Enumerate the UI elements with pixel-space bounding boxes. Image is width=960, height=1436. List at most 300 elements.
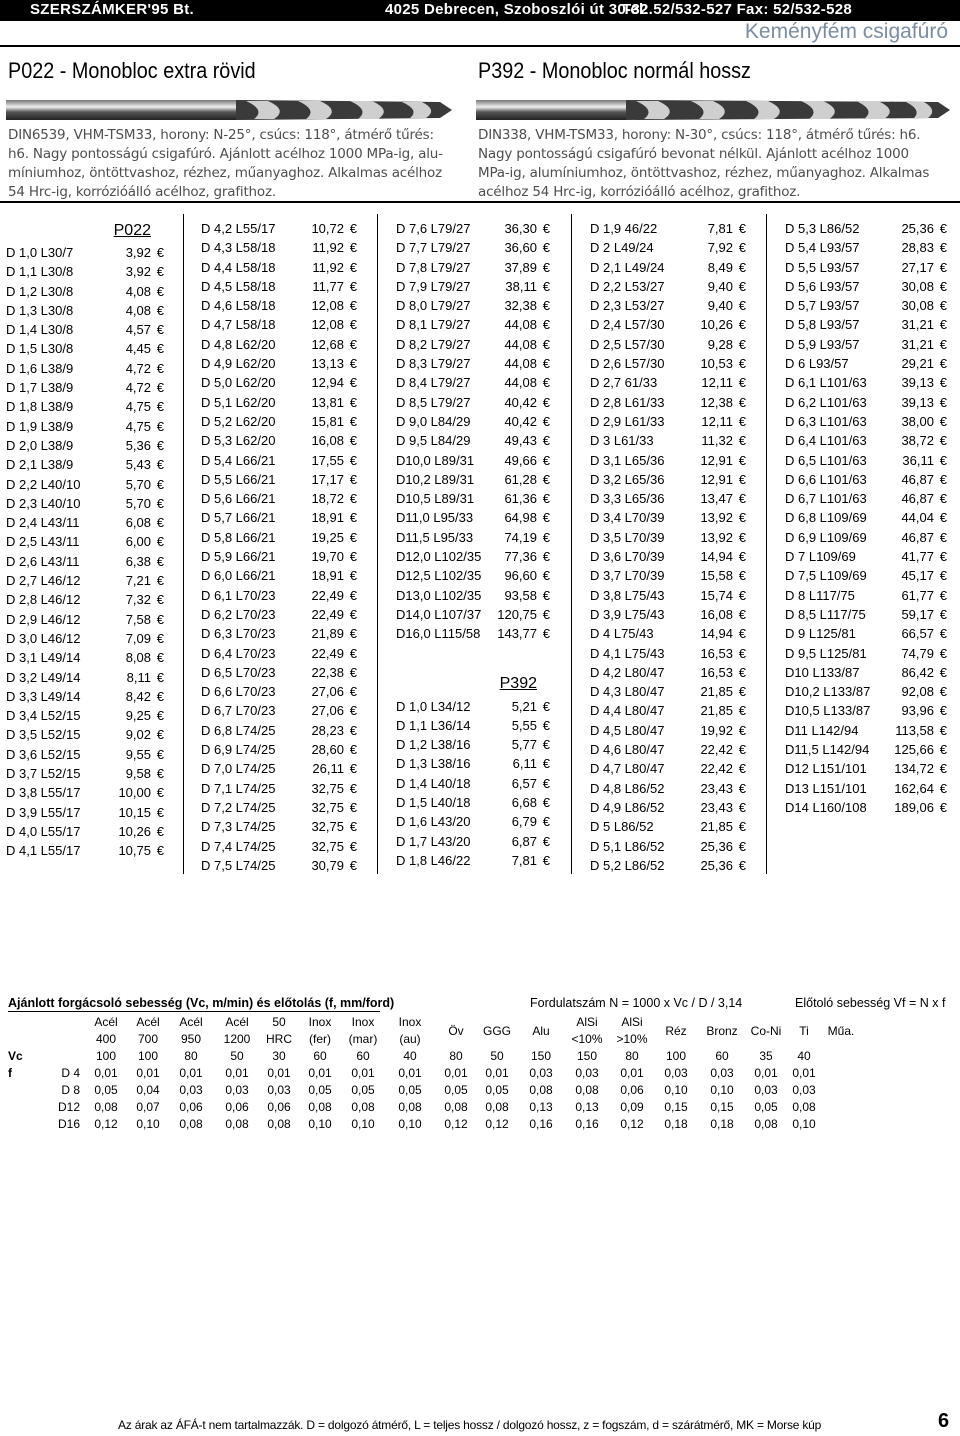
feed-value: 0,15 xyxy=(664,1100,688,1114)
price-value: 12,08 xyxy=(311,298,344,314)
vc-value: 40 xyxy=(403,1049,417,1063)
euro-symbol: € xyxy=(156,630,164,646)
drill-size: D 7 L109/69 xyxy=(785,549,856,565)
feed-label: f xyxy=(8,1066,12,1080)
price-row xyxy=(396,470,550,489)
price-value: 36,11 xyxy=(902,452,934,468)
price-row xyxy=(785,354,947,373)
price-value: 25,36 xyxy=(700,857,733,873)
euro-symbol: € xyxy=(542,587,550,603)
drill-size: D 4,4 L58/18 xyxy=(201,259,276,275)
price-row xyxy=(396,735,550,754)
desc-line: h6. Nagy pontosságú csigafúró. Ajánlott acélhoz 1000 MPa-ig, alu- xyxy=(8,146,443,162)
feed-value: 0,10 xyxy=(351,1117,375,1131)
price-row xyxy=(396,335,550,354)
euro-symbol: € xyxy=(738,317,746,333)
drill-size: D 1,3 L38/16 xyxy=(396,756,471,772)
euro-symbol: € xyxy=(349,336,357,352)
price-row xyxy=(201,740,357,759)
drill-size: D 2,4 L43/11 xyxy=(6,515,80,531)
price-value: 66,57 xyxy=(901,626,934,642)
euro-symbol: € xyxy=(156,688,164,704)
drill-size: D 5,8 L93/57 xyxy=(785,317,860,333)
price-value: 23,43 xyxy=(700,799,733,815)
price-value: 120,75 xyxy=(497,606,537,622)
feed-value: 0,10 xyxy=(136,1117,160,1131)
euro-symbol: € xyxy=(542,356,550,372)
price-value: 13,92 xyxy=(700,510,733,526)
euro-symbol: € xyxy=(156,785,164,801)
feed-value: 0,01 xyxy=(351,1066,375,1080)
euro-symbol: € xyxy=(156,322,164,338)
price-row xyxy=(785,566,947,585)
euro-symbol: € xyxy=(738,684,746,700)
feed-value: 0,05 xyxy=(485,1083,509,1097)
price-value: 15,81 xyxy=(311,413,344,429)
drill-size: D 1,7 L43/20 xyxy=(396,833,471,849)
price-value: 31,21 xyxy=(901,317,934,333)
price-row xyxy=(201,335,357,354)
euro-symbol: € xyxy=(156,823,164,839)
material-grade: (mar) xyxy=(348,1032,378,1046)
price-row xyxy=(785,335,947,354)
price-value: 32,75 xyxy=(311,780,344,796)
price-row xyxy=(396,219,550,238)
euro-symbol: € xyxy=(156,341,164,357)
price-value: 12,38 xyxy=(700,394,733,410)
feed-value: 0,08 xyxy=(444,1100,468,1114)
price-row xyxy=(590,219,746,238)
price-value: 96,60 xyxy=(504,568,537,584)
vc-value: 50 xyxy=(490,1049,504,1063)
feed-value: 0,03 xyxy=(710,1066,734,1080)
price-value: 28,23 xyxy=(311,722,344,738)
drill-size: D 2,8 L46/12 xyxy=(6,592,81,608)
euro-symbol: € xyxy=(939,510,947,526)
price-row xyxy=(396,296,550,315)
price-row xyxy=(396,508,550,527)
euro-symbol: € xyxy=(939,761,947,777)
euro-symbol: € xyxy=(349,568,357,584)
price-row xyxy=(6,629,164,648)
price-value: 21,85 xyxy=(700,703,733,719)
drill-size: D 3,3 L65/36 xyxy=(590,491,665,507)
price-row xyxy=(201,721,357,740)
price-value: 46,87 xyxy=(901,491,934,507)
price-row xyxy=(201,296,357,315)
euro-symbol: € xyxy=(542,510,550,526)
euro-symbol: € xyxy=(939,452,947,468)
price-row xyxy=(201,837,357,856)
euro-symbol: € xyxy=(738,819,746,835)
drill-size: D 5,2 L62/20 xyxy=(201,413,276,429)
feed-formula: Előtoló sebesség Vf = N x f xyxy=(795,996,946,1010)
price-row xyxy=(6,339,164,358)
euro-symbol: € xyxy=(156,495,164,511)
euro-symbol: € xyxy=(542,491,550,507)
price-value: 30,79 xyxy=(311,857,344,873)
drill-size: D 3,2 L49/14 xyxy=(6,669,81,685)
vc-value: 150 xyxy=(576,1049,598,1063)
price-value: 5,70 xyxy=(125,476,151,492)
price-row xyxy=(201,354,357,373)
price-value: 21,85 xyxy=(700,684,733,700)
drill-size: D 2,7 61/33 xyxy=(590,375,658,391)
price-value: 4,72 xyxy=(125,360,151,376)
euro-symbol: € xyxy=(542,568,550,584)
price-value: 92,08 xyxy=(901,684,934,700)
euro-symbol: € xyxy=(542,756,550,772)
price-value: 44,08 xyxy=(504,317,537,333)
price-value: 32,75 xyxy=(311,819,344,835)
price-value: 4,08 xyxy=(125,283,151,299)
price-value: 7,09 xyxy=(125,630,151,646)
price-row xyxy=(785,721,947,740)
price-value: 6,68 xyxy=(511,795,537,811)
euro-symbol: € xyxy=(738,375,746,391)
drill-size: D 6,0 L66/21 xyxy=(201,568,276,584)
price-value: 6,57 xyxy=(511,775,537,791)
drill-size: D 3,8 L55/17 xyxy=(6,785,81,801)
price-row xyxy=(785,701,947,720)
material-name: GGG xyxy=(482,1023,511,1038)
euro-symbol: € xyxy=(939,375,947,391)
price-value: 44,08 xyxy=(504,375,537,391)
price-row xyxy=(590,315,746,334)
price-row xyxy=(785,451,947,470)
price-value: 5,55 xyxy=(511,717,537,733)
euro-symbol: € xyxy=(738,221,746,236)
euro-symbol: € xyxy=(349,375,357,391)
price-row xyxy=(396,812,550,831)
vc-value: 40 xyxy=(797,1049,811,1063)
price-value: 77,36 xyxy=(504,549,537,565)
drill-size: D 4,3 L80/47 xyxy=(590,684,665,700)
price-value: 5,70 xyxy=(125,495,151,511)
drill-size: D 6,5 L101/63 xyxy=(785,452,867,468)
euro-symbol: € xyxy=(156,611,164,627)
price-value: 113,58 xyxy=(895,722,934,738)
euro-symbol: € xyxy=(738,857,746,873)
drill-size: D12 L151/101 xyxy=(785,761,867,777)
euro-symbol: € xyxy=(542,452,550,468)
euro-symbol: € xyxy=(939,413,947,429)
price-row xyxy=(201,489,357,508)
euro-symbol: € xyxy=(542,433,550,449)
feed-label xyxy=(6,1082,44,1099)
euro-symbol: € xyxy=(349,549,357,565)
price-row xyxy=(6,320,164,339)
drill-size: D 6,4 L101/63 xyxy=(785,433,867,449)
drill-size: D 2,1 L49/24 xyxy=(590,259,665,275)
drill-size: D 1,3 L30/8 xyxy=(6,302,74,318)
column-divider xyxy=(571,214,572,874)
price-row xyxy=(590,470,746,489)
price-row xyxy=(590,856,746,875)
drill-size: D 9,0 L84/29 xyxy=(396,413,471,429)
price-row xyxy=(201,373,357,392)
feed-value: 0,08 xyxy=(754,1117,778,1131)
drill-size: D 5,6 L66/21 xyxy=(201,491,276,507)
drill-size: D 4,9 L62/20 xyxy=(201,356,276,372)
price-row xyxy=(396,373,550,392)
price-row xyxy=(6,397,164,416)
price-row xyxy=(396,431,550,450)
price-value: 8,08 xyxy=(125,650,151,666)
feed-value: 0,05 xyxy=(94,1083,118,1097)
drill-size: D 6,8 L109/69 xyxy=(785,510,867,526)
price-value: 12,68 xyxy=(311,336,344,352)
euro-symbol: € xyxy=(156,766,164,782)
price-row xyxy=(6,378,164,397)
price-row xyxy=(201,219,357,238)
vc-value: 80 xyxy=(625,1049,639,1063)
price-value: 22,42 xyxy=(700,742,733,758)
euro-symbol: € xyxy=(939,491,947,507)
feed-value: 0,08 xyxy=(94,1100,118,1114)
price-value: 11,77 xyxy=(312,278,344,294)
company-name: SZERSZÁMKER'95 Bt. xyxy=(30,1,194,18)
drill-size: D 1,6 L43/20 xyxy=(396,814,471,830)
material-grade: 700 xyxy=(137,1032,159,1046)
euro-symbol: € xyxy=(349,433,357,449)
drill-size: D 2,3 L53/27 xyxy=(590,298,665,314)
price-value: 9,40 xyxy=(707,298,733,314)
drill-size: D 4,7 L80/47 xyxy=(590,761,665,777)
feed-value: 0,18 xyxy=(710,1117,734,1131)
cutting-table-title-underline xyxy=(8,1011,380,1012)
feed-value: 0,01 xyxy=(398,1066,422,1080)
price-row xyxy=(6,552,164,571)
price-row xyxy=(785,624,947,643)
price-value: 9,02 xyxy=(125,727,151,743)
drill-size: D12,0 L102/35 xyxy=(396,549,482,565)
header-divider xyxy=(0,45,960,47)
drill-size: D 5,1 L62/20 xyxy=(201,394,276,410)
price-value: 61,28 xyxy=(504,471,537,487)
vc-value: 35 xyxy=(759,1049,773,1063)
material-grade: HRC xyxy=(266,1032,292,1046)
price-value: 93,58 xyxy=(504,587,537,603)
desc-line: Nagy pontosságú csigafúró bevonat nélkül. Ajánlott acélhoz 1000 xyxy=(478,146,909,162)
price-value: 44,08 xyxy=(504,356,537,372)
company-phone: Tel: 52/532-527 Fax: 52/532-528 xyxy=(622,1,853,18)
price-value: 38,00 xyxy=(901,413,934,429)
drill-size: D 1,8 L46/22 xyxy=(396,852,471,868)
feed-value: 0,01 xyxy=(267,1066,291,1080)
drill-size: D10 L133/87 xyxy=(785,664,860,680)
price-row xyxy=(785,740,947,759)
drill-size: D 3,8 L75/43 xyxy=(590,587,665,603)
price-row xyxy=(590,779,746,798)
price-value: 21,89 xyxy=(311,626,344,642)
price-value: 38,11 xyxy=(505,278,537,294)
drill-size: D 4,0 L55/17 xyxy=(6,823,81,839)
euro-symbol: € xyxy=(349,703,357,719)
price-value: 12,11 xyxy=(701,375,733,391)
drill-size: D 5,3 L62/20 xyxy=(201,433,276,449)
euro-symbol: € xyxy=(156,804,164,820)
euro-symbol: € xyxy=(738,491,746,507)
price-value: 46,87 xyxy=(901,471,934,487)
price-row xyxy=(201,431,357,450)
euro-symbol: € xyxy=(349,780,357,796)
column-divider xyxy=(183,214,184,874)
feed-value: 0,03 xyxy=(179,1083,203,1097)
price-value: 12,94 xyxy=(311,375,344,391)
drill-size: D14 L160/108 xyxy=(785,799,867,815)
euro-symbol: € xyxy=(542,221,550,236)
price-row xyxy=(201,393,357,412)
price-row xyxy=(396,832,550,851)
drill-size: D 2,5 L57/30 xyxy=(590,336,665,352)
euro-symbol: € xyxy=(939,664,947,680)
rpm-formula: Fordulatszám N = 1000 x Vc / D / 3,14 xyxy=(530,996,743,1010)
price-row xyxy=(201,798,357,817)
drill-size: D 4,9 L86/52 xyxy=(590,799,665,815)
price-row xyxy=(785,798,947,817)
drill-size: D 8,1 L79/27 xyxy=(396,317,471,333)
footer-note: Az árak az ÁFÁ-t nem tartalmazzák. D = dolgozó átmérő, L = teljes hossz / dolgozó hossz, z = fogszám, d = szárátmérő, MK = Morse kúp xyxy=(118,1418,822,1432)
price-value: 22,49 xyxy=(311,587,344,603)
price-row xyxy=(6,359,164,378)
price-row xyxy=(201,779,357,798)
price-value: 7,21 xyxy=(125,573,151,589)
euro-symbol: € xyxy=(939,780,947,796)
drill-size: D 5,9 L93/57 xyxy=(785,336,860,352)
price-value: 74,79 xyxy=(901,645,934,661)
price-value: 93,96 xyxy=(901,703,934,719)
price-row xyxy=(396,586,550,605)
price-value: 10,26 xyxy=(700,317,733,333)
feed-value: 0,08 xyxy=(575,1083,599,1097)
drill-size: D 3,3 L49/14 xyxy=(6,688,81,704)
feed-value: 0,01 xyxy=(94,1066,118,1080)
drill-size: D 1,7 L38/9 xyxy=(6,380,74,396)
euro-symbol: € xyxy=(738,606,746,622)
price-row xyxy=(201,315,357,334)
drill-size: D 3,9 L55/17 xyxy=(6,804,81,820)
price-value: 59,17 xyxy=(901,606,934,622)
drill-size: D 6,8 L74/25 xyxy=(201,722,276,738)
desc-line: MPa-ig, alumíniumhoz, öntöttvashoz, rézhez, műanyaghoz. Alkalmas xyxy=(478,165,930,181)
drill-size: D 5,0 L62/20 xyxy=(201,375,276,391)
euro-symbol: € xyxy=(349,471,357,487)
price-value: 8,49 xyxy=(707,259,733,275)
drill-size: D 5 L86/52 xyxy=(590,819,654,835)
price-value: 134,72 xyxy=(894,761,934,777)
vc-value: 100 xyxy=(665,1049,687,1063)
drill-size: D 4,7 L58/18 xyxy=(201,317,276,333)
price-value: 22,49 xyxy=(311,606,344,622)
price-value: 61,36 xyxy=(504,491,537,507)
feed-value: 0,01 xyxy=(792,1066,816,1080)
euro-symbol: € xyxy=(349,722,357,738)
drill-size: D 8,4 L79/27 xyxy=(396,375,471,391)
euro-symbol: € xyxy=(156,264,164,280)
euro-symbol: € xyxy=(542,833,550,849)
drill-size: D 4,5 L80/47 xyxy=(590,722,665,738)
euro-symbol: € xyxy=(542,394,550,410)
euro-symbol: € xyxy=(542,240,550,256)
euro-symbol: € xyxy=(156,592,164,608)
desc-line: DIN338, VHM-TSM33, horony: N-30°, csúcs: 118°, átmérő tűrés: h6. xyxy=(478,127,921,143)
euro-symbol: € xyxy=(156,476,164,492)
price-row xyxy=(201,817,357,836)
desc-line: DIN6539, VHM-TSM33, horony: N-25°, csúcs: 118°, átmérő tűrés: xyxy=(8,127,434,143)
euro-symbol: € xyxy=(349,664,357,680)
euro-symbol: € xyxy=(349,413,357,429)
price-value: 37,89 xyxy=(504,259,537,275)
product-code: P022 xyxy=(113,222,151,239)
price-row xyxy=(785,431,947,450)
price-value: 22,42 xyxy=(700,761,733,777)
price-row xyxy=(6,475,164,494)
price-row xyxy=(590,605,746,624)
price-row xyxy=(590,682,746,701)
drill-size: D 8,3 L79/27 xyxy=(396,356,471,372)
price-value: 5,43 xyxy=(125,457,151,473)
drill-size: D 3,4 L52/15 xyxy=(6,708,81,724)
price-row xyxy=(590,393,746,412)
euro-symbol: € xyxy=(156,457,164,473)
price-value: 4,45 xyxy=(125,341,151,357)
price-row xyxy=(785,315,947,334)
price-value: 4,75 xyxy=(125,418,151,434)
price-value: 12,91 xyxy=(700,452,733,468)
price-row xyxy=(201,470,357,489)
drill-size: D 3 L61/33 xyxy=(590,433,654,449)
euro-symbol: € xyxy=(542,852,550,868)
price-row xyxy=(201,528,357,547)
price-value: 9,55 xyxy=(125,746,151,762)
price-value: 27,06 xyxy=(311,703,344,719)
drill-size: D 6,6 L101/63 xyxy=(785,471,867,487)
price-row xyxy=(6,783,164,802)
column-divider xyxy=(766,214,767,874)
euro-symbol: € xyxy=(349,259,357,275)
euro-symbol: € xyxy=(542,795,550,811)
price-value: 6,00 xyxy=(125,534,151,550)
drill-size: D 8,0 L79/27 xyxy=(396,298,471,314)
drill-size: D 7,5 L74/25 xyxy=(201,857,276,873)
feed-value: 0,03 xyxy=(754,1083,778,1097)
price-row xyxy=(6,648,164,667)
product-code: P392 xyxy=(499,674,537,692)
price-row xyxy=(396,624,550,643)
price-row xyxy=(590,335,746,354)
price-row xyxy=(590,759,746,778)
euro-symbol: € xyxy=(349,221,357,236)
price-row xyxy=(396,547,550,566)
price-value: 8,11 xyxy=(126,669,151,685)
drill-size: D 5,6 L93/57 xyxy=(785,278,860,294)
price-value: 44,08 xyxy=(504,336,537,352)
feed-value: 0,08 xyxy=(225,1117,249,1131)
feed-value: 0,03 xyxy=(267,1083,291,1097)
price-value: 25,36 xyxy=(901,221,934,236)
drill-size: D 1,2 L30/8 xyxy=(6,283,74,299)
material-name: Acél xyxy=(225,1015,249,1029)
cutting-parameters-table xyxy=(6,1014,860,1133)
drill-size: D 1,0 L30/7 xyxy=(6,245,74,260)
euro-symbol: € xyxy=(542,375,550,391)
price-value: 38,72 xyxy=(901,433,934,449)
price-row xyxy=(590,412,746,431)
euro-symbol: € xyxy=(738,549,746,565)
vc-value: 150 xyxy=(530,1049,552,1063)
euro-symbol: € xyxy=(156,534,164,550)
